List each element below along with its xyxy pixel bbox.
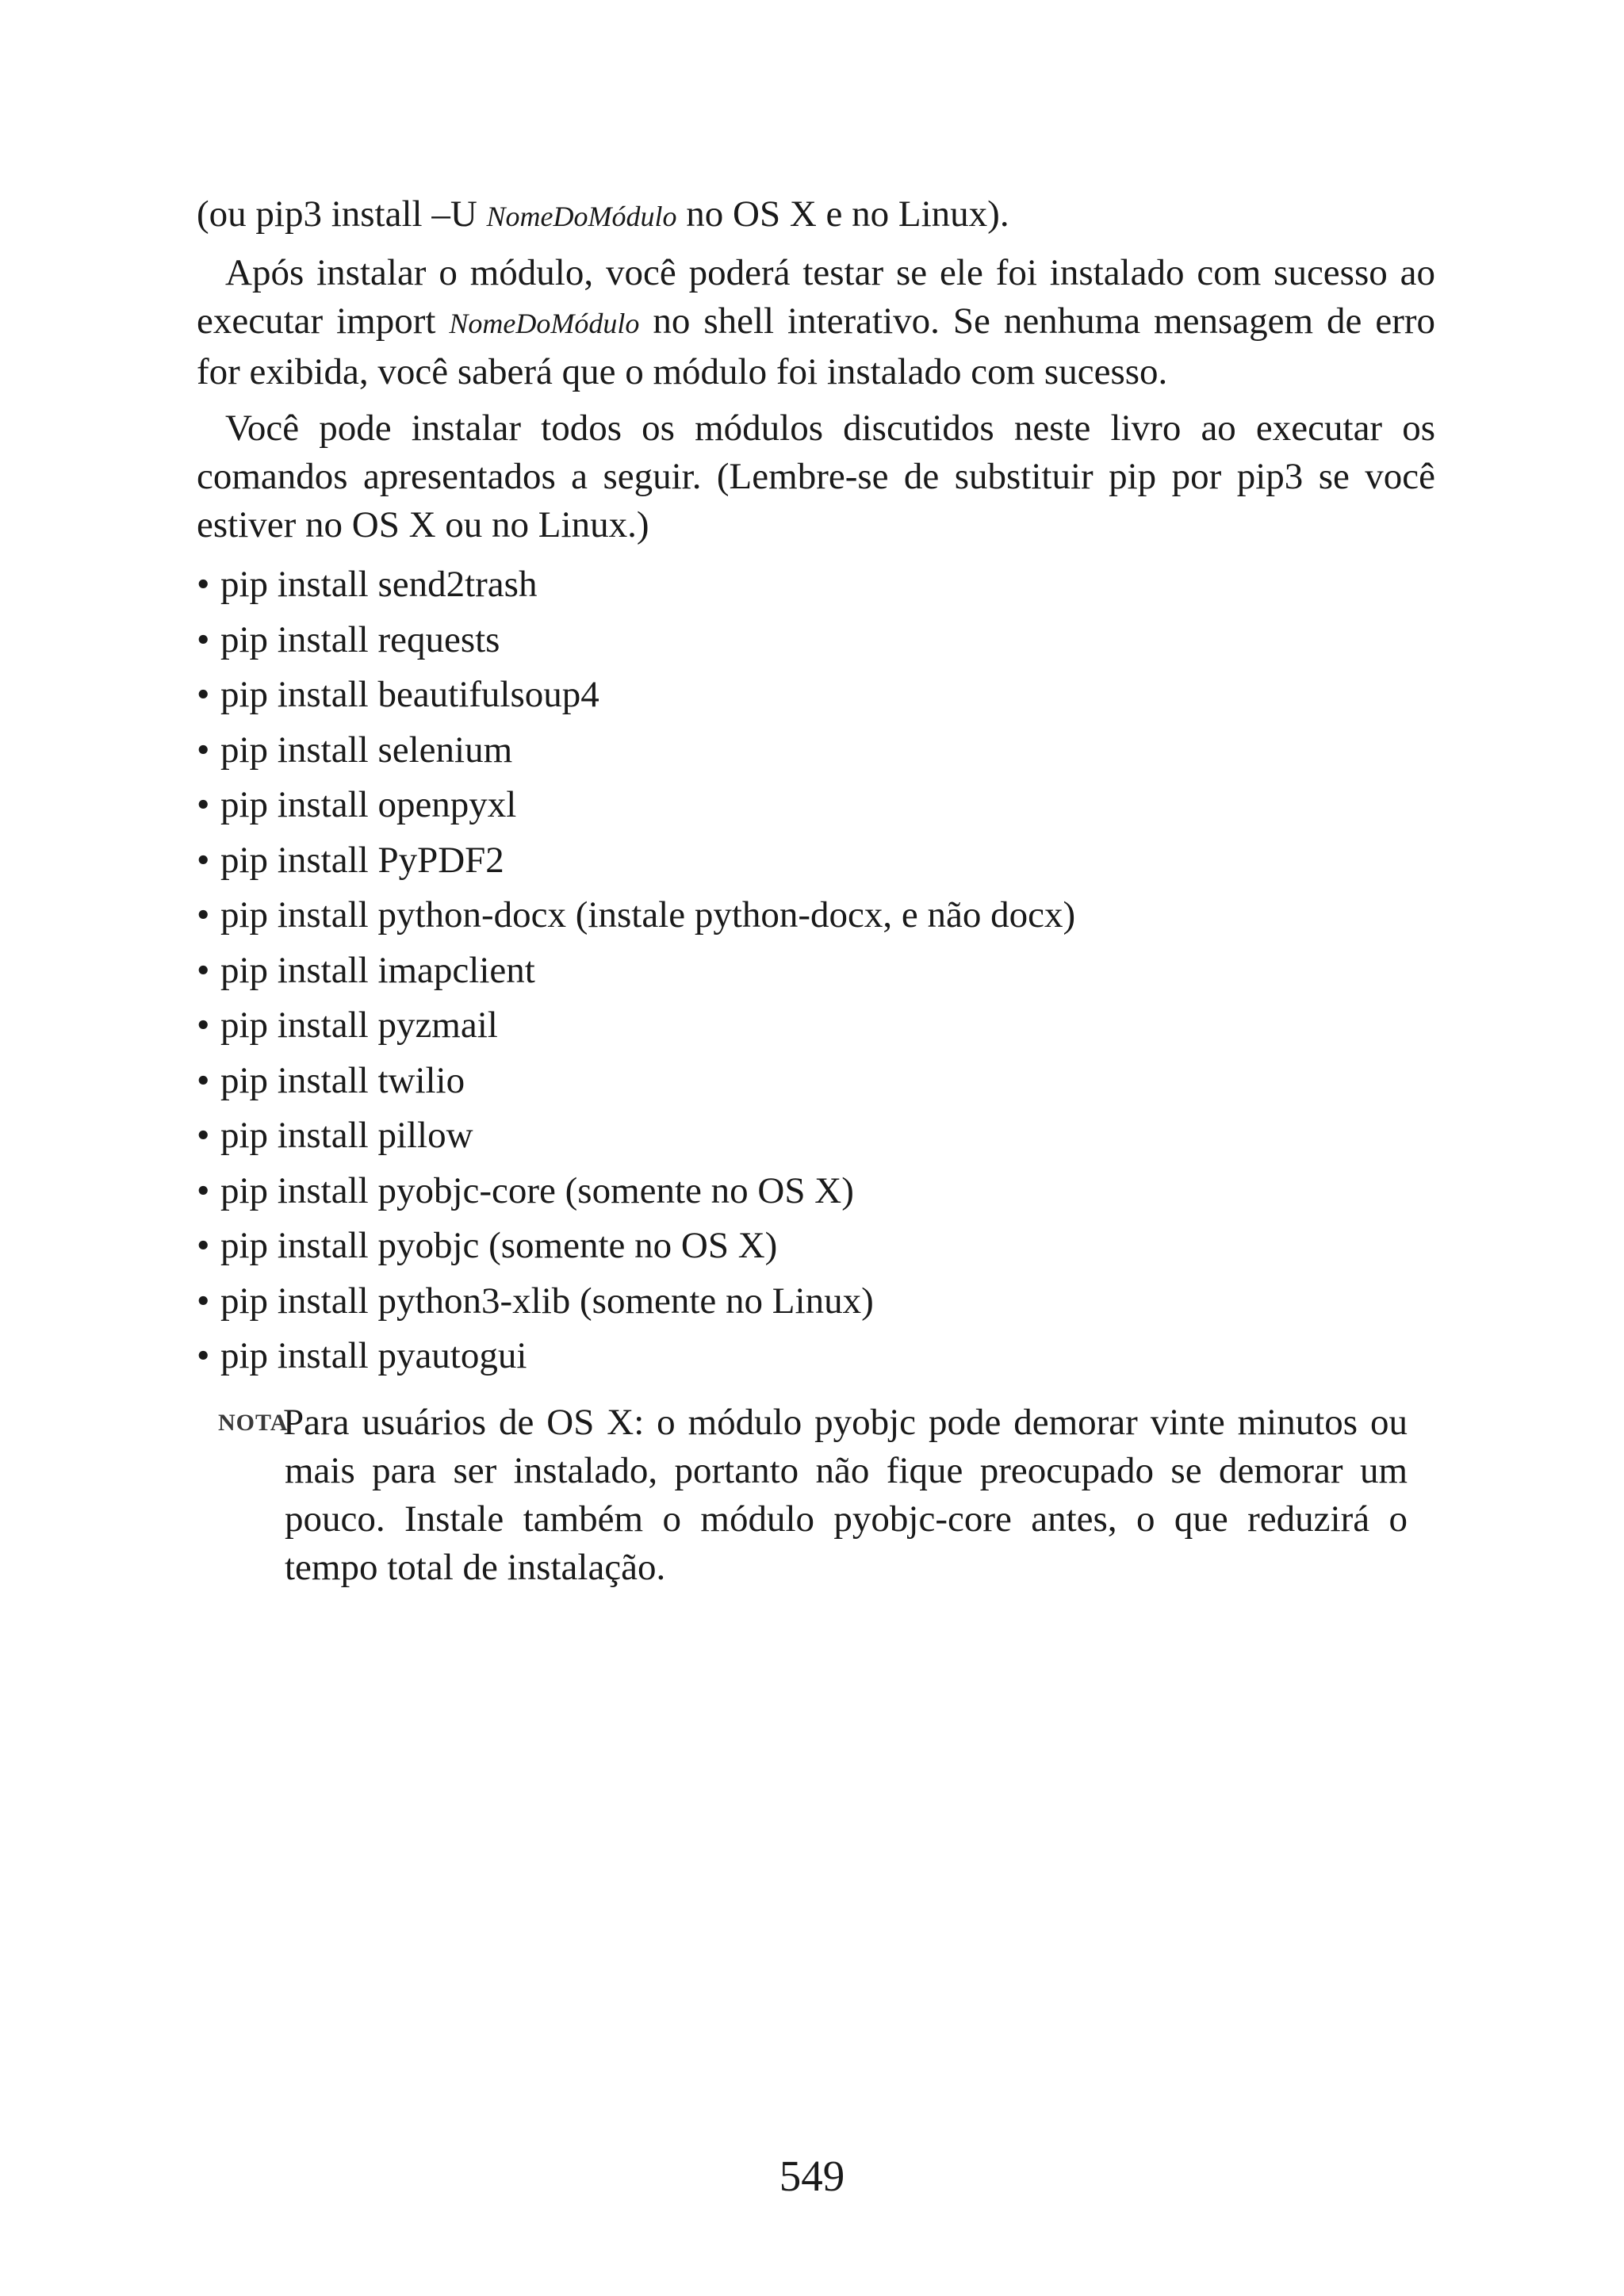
list-item: • pip install pillow: [197, 1112, 1435, 1167]
note-label: NOTA: [218, 1409, 289, 1436]
list-item: • pip install pyzmail: [197, 1001, 1435, 1057]
list-item: • pip install pyobjc (somente no OS X): [197, 1222, 1435, 1277]
note-box: [216, 1399, 1408, 1592]
paragraph-pip3-note: (ou pip3 install –U NomeDoMódulo no OS X e no Linux).: [197, 193, 1009, 235]
bullet: •: [197, 784, 210, 825]
note-text: Para usuários de OS X: o módulo pyobjc pode demorar vinte minutos ou mais para ser instalado, portanto não fique preocupado se demorar um pouco. Instale também o módulo pyobjc-core antes, o que reduzirá o tempo total de instalação.: [283, 1401, 1408, 1588]
list-item: • pip install python3-xlib (somente no Linux): [197, 1277, 1435, 1333]
bullet: •: [197, 618, 210, 660]
list-item: • pip install send2trash: [197, 561, 1435, 616]
bullet: •: [197, 894, 210, 936]
module-name-placeholder: NomeDoMódulo: [449, 308, 640, 339]
bullet: •: [197, 1059, 210, 1101]
paragraph-test-import: Após instalar o módulo, você poderá testar se ele foi instalado com sucesso ao executar import NomeDoMódulo no shell interativo. Se nenhuma mensagem de erro for exibida, você saberá que o módulo foi instalado com sucesso.: [197, 252, 1435, 392]
bullet: •: [197, 1225, 210, 1266]
module-name-placeholder: NomeDoMódulo: [486, 201, 677, 232]
bullet: •: [197, 1115, 210, 1156]
list-item: • pip install openpyxl: [197, 781, 1435, 836]
list-item: • pip install twilio: [197, 1057, 1435, 1112]
list-item: • pip install pyobjc-core (somente no OS X): [197, 1167, 1435, 1223]
list-item: • pip install beautifulsoup4: [197, 671, 1435, 726]
bullet: •: [197, 729, 210, 771]
page-content: [197, 190, 1435, 1592]
list-item: • pip install pyautogui: [197, 1332, 1435, 1387]
bullet: •: [197, 1335, 210, 1376]
bullet: •: [197, 564, 210, 605]
bullet: •: [197, 949, 210, 991]
install-command-list: [197, 561, 1435, 1387]
bullet: •: [197, 1169, 210, 1211]
bullet: •: [197, 839, 210, 881]
bullet: •: [197, 674, 210, 715]
list-item: • pip install PyPDF2: [197, 836, 1435, 892]
list-item: • pip install selenium: [197, 726, 1435, 782]
list-item: • pip install imapclient: [197, 947, 1435, 1002]
bullet: •: [197, 1280, 210, 1322]
page-number: 549: [779, 2152, 845, 2200]
list-item: • pip install python-docx (instale python-docx, e não docx): [197, 891, 1435, 947]
bullet: •: [197, 1004, 210, 1046]
paragraph-install-all: Você pode instalar todos os módulos discutidos neste livro ao executar os comandos apresentados a seguir. (Lembre-se de substituir pip por pip3 se você estiver no OS X ou no Linux.): [197, 408, 1435, 545]
list-item: • pip install requests: [197, 616, 1435, 672]
